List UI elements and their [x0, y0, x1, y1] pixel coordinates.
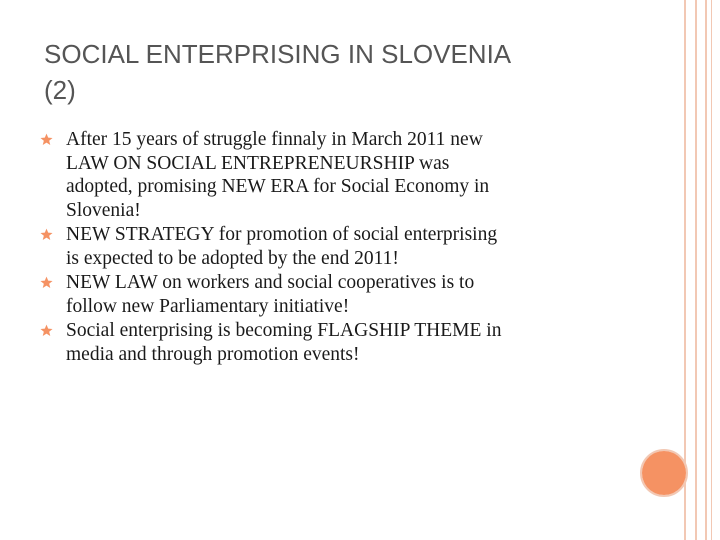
bullet-text-line: follow new Parliamentary initiative! [66, 295, 350, 317]
list-item [40, 128, 620, 222]
bullet-text-line: is expected to be adopted by the end 2011! [66, 247, 399, 269]
list-item [40, 319, 620, 366]
slide-title [44, 36, 644, 108]
bullet-text-line: LAW ON SOCIAL ENTREPRENEURSHIP was [66, 152, 450, 174]
bullet-text-line: Slovenia! [66, 199, 141, 221]
bullet-text-line: Social enterprising is becoming FLAGSHIP THEME in [66, 320, 502, 341]
decorative-line [684, 0, 686, 540]
list-item [40, 271, 620, 318]
star-bullet-icon [40, 276, 53, 289]
title-line: (2) [44, 75, 76, 105]
list-item [40, 223, 620, 270]
decorative-line [695, 0, 697, 540]
bullet-text-line: After 15 years of struggle finnaly in March 2011 new [66, 129, 483, 150]
bullet-text-line: media and through promotion events! [66, 343, 360, 365]
star-bullet-icon [40, 133, 53, 146]
bullet-text-line: NEW STRATEGY for promotion of social enterprising [66, 224, 498, 245]
star-bullet-icon [40, 228, 53, 241]
bullet-text-line: NEW LAW on workers and social cooperatives is to [66, 272, 475, 293]
decorative-line [711, 0, 712, 540]
bullet-list [40, 128, 620, 367]
bullet-text-line: adopted, promising NEW ERA for Social Economy in [66, 176, 490, 197]
decorative-circle [642, 451, 686, 495]
title-line: SOCIAL ENTERPRISING IN SLOVENIA [44, 39, 512, 69]
decorative-line [705, 0, 707, 540]
star-bullet-icon [40, 324, 53, 337]
